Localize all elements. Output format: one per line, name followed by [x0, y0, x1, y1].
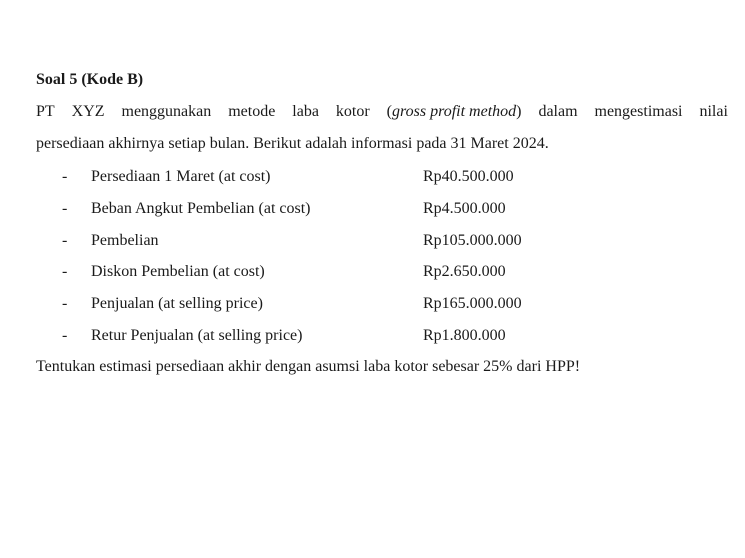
- intro-word: PT: [36, 103, 55, 120]
- item-label: Retur Penjualan (at selling price): [91, 327, 303, 344]
- intro-line-2: persediaan akhirnya setiap bulan. Berikut adalah informasi pada 31 Maret 2024.: [36, 135, 549, 152]
- intro-word: XYZ: [71, 103, 105, 120]
- bullet-dash: -: [62, 232, 68, 249]
- item-value: Rp1.800.000: [423, 327, 506, 344]
- intro-word: kotor: [335, 103, 370, 120]
- item-label: Beban Angkut Pembelian (at cost): [91, 200, 311, 217]
- item-value: Rp40.500.000: [423, 168, 514, 185]
- list-item: [0, 262, 745, 282]
- question-title: Soal 5 (Kode B): [36, 71, 144, 88]
- bullet-dash: -: [62, 295, 68, 312]
- item-label: Penjualan (at selling price): [91, 295, 263, 312]
- intro-word: laba: [292, 103, 319, 120]
- bullet-dash: -: [62, 263, 68, 280]
- list-item: [0, 326, 745, 346]
- intro-italic-term: (gross profit method): [386, 103, 522, 120]
- intro-word: mengestimasi: [594, 103, 683, 120]
- list-item: [0, 294, 745, 314]
- list-item: [0, 231, 745, 251]
- intro-word: dalam: [538, 103, 578, 120]
- italic-term: gross profit method: [391, 103, 517, 120]
- list-item: [0, 167, 745, 187]
- item-value: Rp105.000.000: [423, 232, 522, 249]
- intro-word: menggunakan: [121, 103, 212, 120]
- list-item: [0, 199, 745, 219]
- item-value: Rp2.650.000: [423, 263, 506, 280]
- item-label: Diskon Pembelian (at cost): [91, 263, 265, 280]
- item-value: Rp4.500.000: [423, 200, 506, 217]
- intro-word: metode: [228, 103, 276, 120]
- intro-word: nilai: [699, 103, 728, 120]
- instruction-text: Tentukan estimasi persediaan akhir dengan asumsi laba kotor sebesar 25% dari HPP!: [36, 358, 581, 375]
- bullet-dash: -: [62, 200, 68, 217]
- intro-line-1: [36, 102, 728, 122]
- item-label: Persediaan 1 Maret (at cost): [91, 168, 271, 185]
- item-value: Rp165.000.000: [423, 295, 522, 312]
- item-label: Pembelian: [91, 232, 159, 249]
- bullet-dash: -: [62, 168, 68, 185]
- bullet-dash: -: [62, 327, 68, 344]
